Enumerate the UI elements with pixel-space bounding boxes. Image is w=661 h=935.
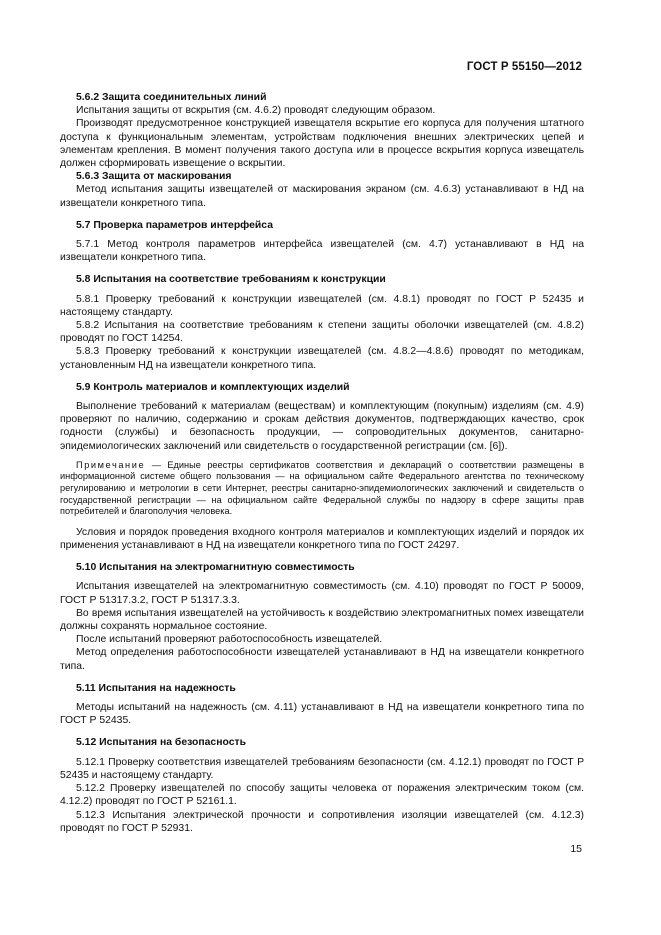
note-text: — Единые реестры сертификатов соответствия и деклараций о соответствии размещены в информационной системе общего пользования — на официальном сайте Федерального агентства по техническому регулированию и метрологии в сети Интернет, реестры санитарно-эпидемиологических заключений и свидетельств о государственной регистрации — на официальном сайте Федеральной службы по надзору в сфере защиты прав потребителей и благополучия человека. xyxy=(60,459,584,517)
paragraph: 5.12.3 Испытания электрической прочности и сопротивления изоляции извещателей (см. 4.12.3) проводят по ГОСТ Р 52931. xyxy=(60,809,584,834)
paragraph: Испытания защиты от вскрытия (см. 4.6.2) проводят следующим образом. xyxy=(76,105,436,117)
paragraph: После испытаний проверяют работоспособность извещателей. xyxy=(76,634,383,646)
paragraph: Методы испытаний на надежность (см. 4.11) устанавливают в НД на извещатели конкретного типа по ГОСТ Р 52435. xyxy=(60,702,584,727)
heading-5-7: 5.7 Проверка параметров интерфейса xyxy=(76,219,273,231)
heading-5-8: 5.8 Испытания на соответствие требованиям к конструкции xyxy=(76,274,386,286)
paragraph: Во время испытания извещателей на устойчивость к воздействию электромагнитных помех извещатели должны сохранять нормальное состояние. xyxy=(60,607,584,633)
note-label: Примечание xyxy=(76,459,146,470)
heading-5-10: 5.10 Испытания на электромагнитную совместимость xyxy=(76,562,355,574)
paragraph: 5.8.3 Проверку требований к конструкции извещателей (см. 4.8.2—4.8.6) проводят по методикам, установленным НД на извещатели конкретного типа. xyxy=(60,346,584,371)
heading-5-11: 5.11 Испытания на надежность xyxy=(76,682,236,694)
paragraph: 5.8.2 Испытания на соответствие требованиям к степени защиты оболочки извещателей (см. 4.8.2) проводят по ГОСТ 14254. xyxy=(60,320,584,345)
heading-5-6-3: 5.6.3 Защита от маскирования xyxy=(76,171,232,183)
paragraph: 5.8.1 Проверку требований к конструкции извещателей (см. 4.8.1) проводят по ГОСТ Р 52435 и настоящему стандарту. xyxy=(60,293,584,318)
paragraph: Условия и порядок проведения входного контроля материалов и комплектующих изделий и порядок их применения устанавливают в НД на извещатели конкретного типа по ГОСТ 24297. xyxy=(60,526,584,552)
note xyxy=(60,460,584,518)
document-body xyxy=(60,91,584,835)
paragraph: Производят предусмотренное конструкцией извещателя вскрытие его корпуса для получения штатного доступа к функциональным элементам, устройствам подключения внешних электрических цепей и элементам крепления. В момент получения такого доступа или в процессе вскрытия корпуса извещатель должен сформировать извещение о вскрытии. xyxy=(60,118,584,170)
page-number: 15 xyxy=(570,843,582,855)
paragraph: Испытания извещателей на электромагнитную совместимость (см. 4.10) проводят по ГОСТ Р 50009, ГОСТ Р 51317.3.2, ГОСТ Р 51317.3.3. xyxy=(60,581,584,606)
paragraph: 5.12.1 Проверку соответствия извещателей требованиям безопасности (см. 4.12.1) проводят по ГОСТ Р 52435 и настоящему стандарту. xyxy=(60,756,584,781)
paragraph: Выполнение требований к материалам (веществам) и комплектующим (покупным) изделиям (см. 4.9) проверяют по наличию, содержанию и срокам действия документов, подтверждающих качество, срок годности (службы) и безопасность продукции, — сопроводительных документов, санитарно-эпидемиологических заключений или свидетельств о государственной регистрации (см. [6]). xyxy=(60,401,584,452)
paragraph: 5.7.1 Метод контроля параметров интерфейса извещателей (см. 4.7) устанавливают в НД на извещатели конкретного типа. xyxy=(60,239,584,264)
heading-5-12: 5.12 Испытания на безопасность xyxy=(76,737,246,749)
paragraph: Метод испытания защиты извещателей от маскирования экраном (см. 4.6.3) устанавливают в НД на извещатели конкретного типа. xyxy=(60,184,584,209)
document-header: ГОСТ Р 55150—2012 xyxy=(466,61,582,73)
heading-5-9: 5.9 Контроль материалов и комплектующих изделий xyxy=(76,381,350,393)
heading-5-6-2: 5.6.2 Защита соединительных линий xyxy=(76,92,267,103)
paragraph: 5.12.2 Проверку извещателей по способу защиты человека от поражения электрическим током (см. 4.12.2) проводят по ГОСТ Р 52161.1. xyxy=(60,783,584,808)
paragraph: Метод определения работоспособности извещателей устанавливают в НД на извещатели конкретного типа. xyxy=(60,647,584,672)
